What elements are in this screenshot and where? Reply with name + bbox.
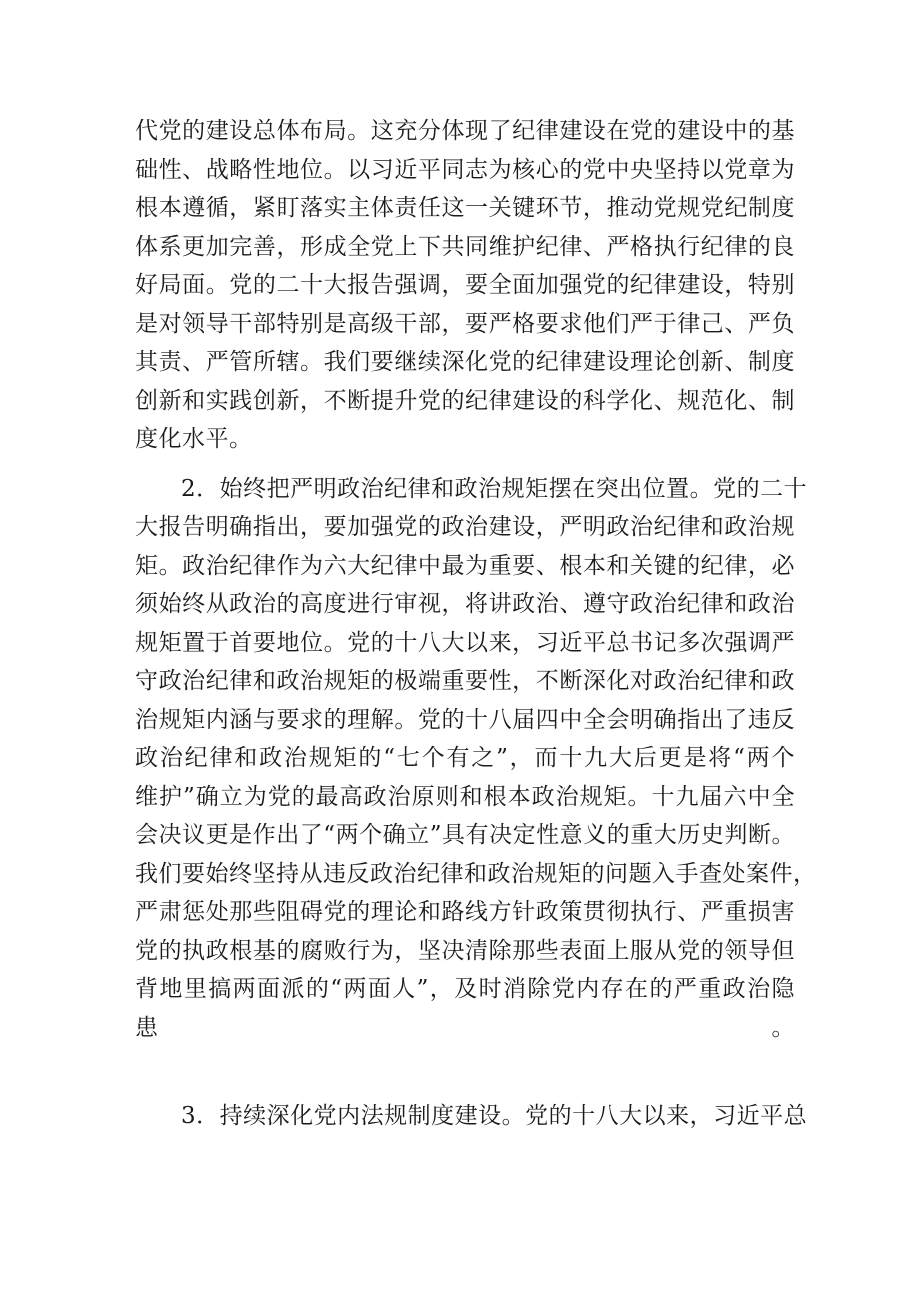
paragraph-gap (135, 459, 795, 470)
text-line: 矩。政治纪律作为六大纪律中最为重要、根本和关键的纪律，必 (135, 552, 795, 579)
text-line: 代党的建设总体布局。这充分体现了纪律建设在党的建设中的基 (135, 118, 795, 144)
text-line: 背地里搞两面派的“两面人”，及时消除党内存在的严重政治隐 (135, 976, 795, 1002)
text-line: 须始终从政治的高度进行审视，将讲政治、遵守政治纪律和政治 (135, 591, 795, 617)
text-line: 会决议更是作出了“两个确立”具有决定性意义的重大历史判断。 (135, 822, 795, 848)
text-line: 础性、战略性地位。以习近平同志为核心的党中央坚持以党章为 (135, 156, 795, 183)
text-line: 创新和实践创新，不断提升党的纪律建设的科学化、规范化、制 (135, 387, 795, 414)
text-line: 其责、严管所辖。我们要继续深化党的纪律建设理论创新、制度 (135, 349, 795, 375)
text-line: 治规矩内涵与要求的理解。党的十八届四中全会明确指出了违反 (135, 706, 795, 733)
paragraph-3 (135, 1097, 808, 1136)
paragraph-1 (135, 112, 795, 459)
text-line: 大报告明确指出，要加强党的政治建设，严明政治纪律和政治规 (135, 514, 795, 540)
text-line: 好局面。党的二十大报告强调，要全面加强党的纪律建设，特别 (135, 272, 795, 298)
text-line: 党的执政根基的腐败行为，坚决清除那些表面上服从党的领导但 (135, 937, 795, 964)
section-heading-line: 3．持续深化党内法规制度建设。党的十八大以来，习近平总 (181, 1102, 808, 1129)
text-line: 根本遵循，紧盯落实主体责任这一关键环节，推动党规党纪制度 (135, 195, 795, 221)
text-line: 政治纪律和政治规矩的“七个有之”，而十九大后更是将“两个 (135, 745, 795, 771)
text-line: 规矩置于首要地位。党的十八大以来，习近平总书记多次强调严 (135, 629, 795, 656)
document-body (135, 112, 817, 1135)
text-line: 严肃惩处那些阻碍党的理论和路线方针政策贯彻执行、严重损害 (135, 899, 795, 925)
text-line: 患。 (135, 1014, 795, 1041)
text-line: 我们要始终坚持从违反政治纪律和政治规矩的问题入手查处案件， (135, 860, 817, 887)
section-heading-line: 2．始终把严明政治纪律和政治规矩摆在突出位置。党的二十 (181, 475, 808, 502)
text-line: 体系更加完善，形成全党上下共同维护纪律、严格执行纪律的良 (135, 233, 795, 260)
paragraph-gap (135, 1086, 795, 1097)
text-line: 维护”确立为党的最高政治原则和根本政治规矩。十九届六中全 (135, 783, 795, 810)
text-line (135, 1047, 795, 1086)
paragraph-2 (135, 470, 817, 1086)
text-line: 是对领导干部特别是高级干部，要严格要求他们严于律己、严负 (135, 310, 795, 337)
text-line: 守政治纪律和政治规矩的极端重要性，不断深化对政治纪律和政 (135, 668, 795, 694)
text-line: 度化水平。 (135, 426, 253, 452)
